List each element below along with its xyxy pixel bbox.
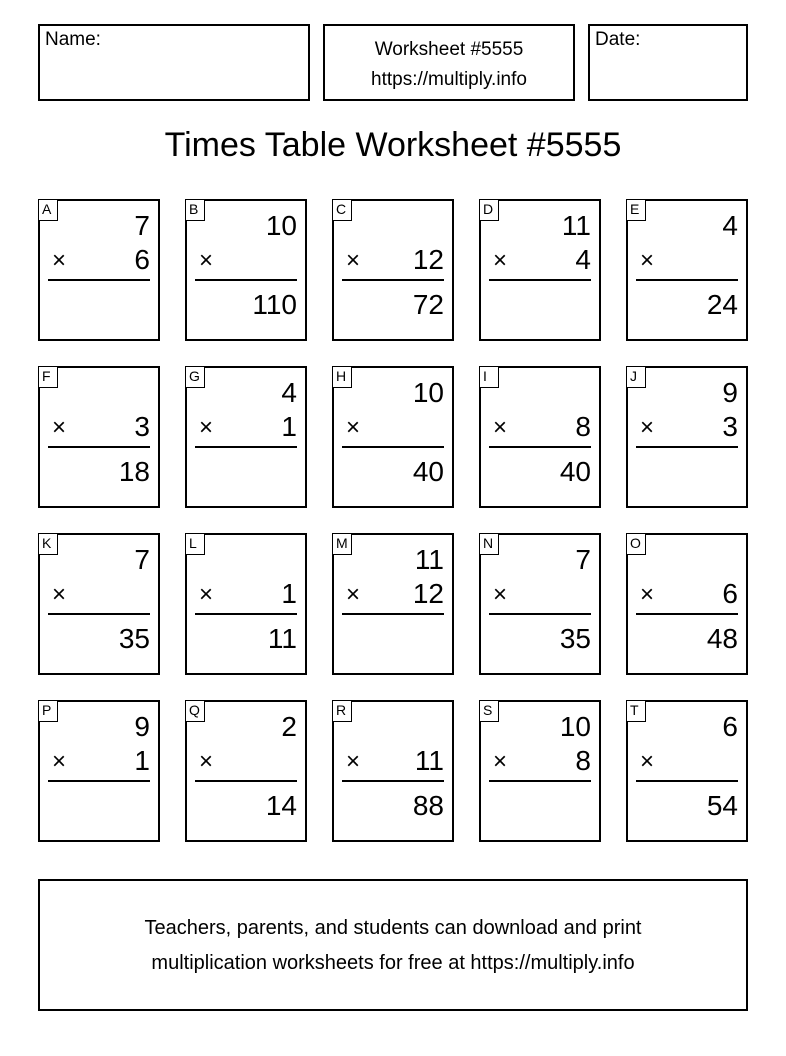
page-title: Times Table Worksheet #5555	[164, 126, 622, 164]
answer-rule	[636, 613, 738, 615]
times-sign: ×	[493, 748, 508, 775]
multiplier: 3	[722, 411, 738, 442]
product: 54	[706, 790, 738, 821]
problem-card	[38, 199, 160, 341]
multiplier: 11	[414, 745, 444, 776]
problem-letter: E	[626, 199, 646, 221]
times-sign: ×	[199, 748, 214, 775]
times-sign: ×	[640, 581, 655, 608]
date-field[interactable]	[588, 24, 748, 101]
product: 24	[706, 289, 738, 320]
multiplier: 8	[575, 411, 591, 442]
problem-letter: R	[332, 700, 352, 722]
problem-card	[332, 366, 454, 508]
multiplicand: 11	[414, 544, 444, 575]
multiplier: 4	[575, 244, 591, 275]
worksheet-number: Worksheet #5555	[374, 39, 524, 60]
product: 48	[706, 623, 738, 654]
multiplicand: 9	[134, 711, 150, 742]
product: 14	[265, 790, 297, 821]
problem-letter: C	[332, 199, 352, 221]
answer-rule	[342, 780, 444, 782]
product: 35	[559, 623, 591, 654]
footer-box	[38, 879, 748, 1011]
problem-letter: J	[626, 366, 646, 388]
multiplicand: 7	[134, 210, 150, 241]
multiplier: 12	[412, 244, 444, 275]
multiplicand: 7	[134, 544, 150, 575]
product: 18	[118, 456, 150, 487]
problem-letter: K	[38, 533, 58, 555]
multiplicand: 2	[281, 711, 297, 742]
problem-card	[479, 366, 601, 508]
answer-rule	[342, 279, 444, 281]
times-sign: ×	[640, 748, 655, 775]
multiplier: 6	[722, 578, 738, 609]
problem-letter: D	[479, 199, 499, 221]
multiplicand: 7	[575, 544, 591, 575]
multiplicand: 10	[265, 210, 297, 241]
times-sign: ×	[52, 581, 67, 608]
problem-letter: T	[626, 700, 646, 722]
multiplier: 12	[412, 578, 444, 609]
multiplicand: 4	[722, 210, 738, 241]
multiplicand: 11	[561, 210, 591, 241]
problem-card	[332, 533, 454, 675]
problem-card	[38, 533, 160, 675]
problem-letter: G	[185, 366, 205, 388]
problem-letter: I	[479, 366, 499, 388]
problem-card	[185, 366, 307, 508]
multiplicand: 6	[722, 711, 738, 742]
problem-card	[479, 199, 601, 341]
answer-rule	[48, 279, 150, 281]
answer-rule	[195, 613, 297, 615]
multiplicand: 9	[722, 377, 738, 408]
answer-rule	[342, 613, 444, 615]
times-sign: ×	[346, 414, 361, 441]
multiplier: 1	[281, 578, 297, 609]
times-sign: ×	[493, 581, 508, 608]
problem-letter: L	[185, 533, 205, 555]
answer-rule	[489, 780, 591, 782]
times-sign: ×	[346, 247, 361, 274]
problem-card	[626, 533, 748, 675]
problem-card	[38, 366, 160, 508]
answer-rule	[636, 446, 738, 448]
problem-card	[332, 700, 454, 842]
multiplier: 1	[281, 411, 297, 442]
problem-card	[38, 700, 160, 842]
problem-card	[626, 366, 748, 508]
problem-card	[626, 700, 748, 842]
multiplicand: 4	[281, 377, 297, 408]
worksheet-info-box	[323, 24, 575, 101]
multiplier: 6	[134, 244, 150, 275]
product: 88	[412, 790, 444, 821]
footer-line-1: Teachers, parents, and students can download and print	[144, 917, 642, 939]
product: 110	[252, 289, 297, 320]
worksheet-url: https://multiply.info	[371, 69, 527, 90]
times-sign: ×	[52, 247, 67, 274]
times-sign: ×	[493, 414, 508, 441]
problem-letter: B	[185, 199, 205, 221]
name-field[interactable]	[38, 24, 310, 101]
problem-card	[332, 199, 454, 341]
answer-rule	[195, 780, 297, 782]
times-sign: ×	[199, 414, 214, 441]
multiplier: 8	[575, 745, 591, 776]
footer-line-2: multiplication worksheets for free at https://multiply.info	[151, 952, 635, 974]
problem-card	[626, 199, 748, 341]
times-sign: ×	[346, 581, 361, 608]
problem-letter: S	[479, 700, 499, 722]
answer-rule	[48, 780, 150, 782]
answer-rule	[489, 279, 591, 281]
problem-letter: F	[38, 366, 58, 388]
multiplicand: 10	[412, 377, 444, 408]
problem-card	[479, 700, 601, 842]
answer-rule	[636, 279, 738, 281]
problem-letter: N	[479, 533, 499, 555]
product: 40	[412, 456, 444, 487]
times-sign: ×	[199, 581, 214, 608]
name-label: Name:	[45, 29, 101, 50]
answer-rule	[342, 446, 444, 448]
problem-letter: M	[332, 533, 352, 555]
answer-rule	[636, 780, 738, 782]
problem-card	[185, 199, 307, 341]
times-sign: ×	[493, 247, 508, 274]
answer-rule	[489, 613, 591, 615]
multiplier: 1	[134, 745, 150, 776]
times-sign: ×	[52, 748, 67, 775]
problem-letter: A	[38, 199, 58, 221]
problem-letter: H	[332, 366, 352, 388]
product: 35	[118, 623, 150, 654]
times-sign: ×	[640, 247, 655, 274]
product: 11	[267, 623, 297, 654]
problem-card	[479, 533, 601, 675]
problem-letter: Q	[185, 700, 205, 722]
answer-rule	[48, 613, 150, 615]
problem-letter: P	[38, 700, 58, 722]
multiplier: 3	[134, 411, 150, 442]
answer-rule	[195, 446, 297, 448]
answer-rule	[48, 446, 150, 448]
product: 40	[559, 456, 591, 487]
answer-rule	[195, 279, 297, 281]
problem-card	[185, 533, 307, 675]
multiplicand: 10	[559, 711, 591, 742]
times-sign: ×	[346, 748, 361, 775]
times-sign: ×	[52, 414, 67, 441]
problem-letter: O	[626, 533, 646, 555]
times-sign: ×	[640, 414, 655, 441]
times-sign: ×	[199, 247, 214, 274]
date-label: Date:	[595, 29, 641, 50]
problem-card	[185, 700, 307, 842]
answer-rule	[489, 446, 591, 448]
product: 72	[412, 289, 444, 320]
